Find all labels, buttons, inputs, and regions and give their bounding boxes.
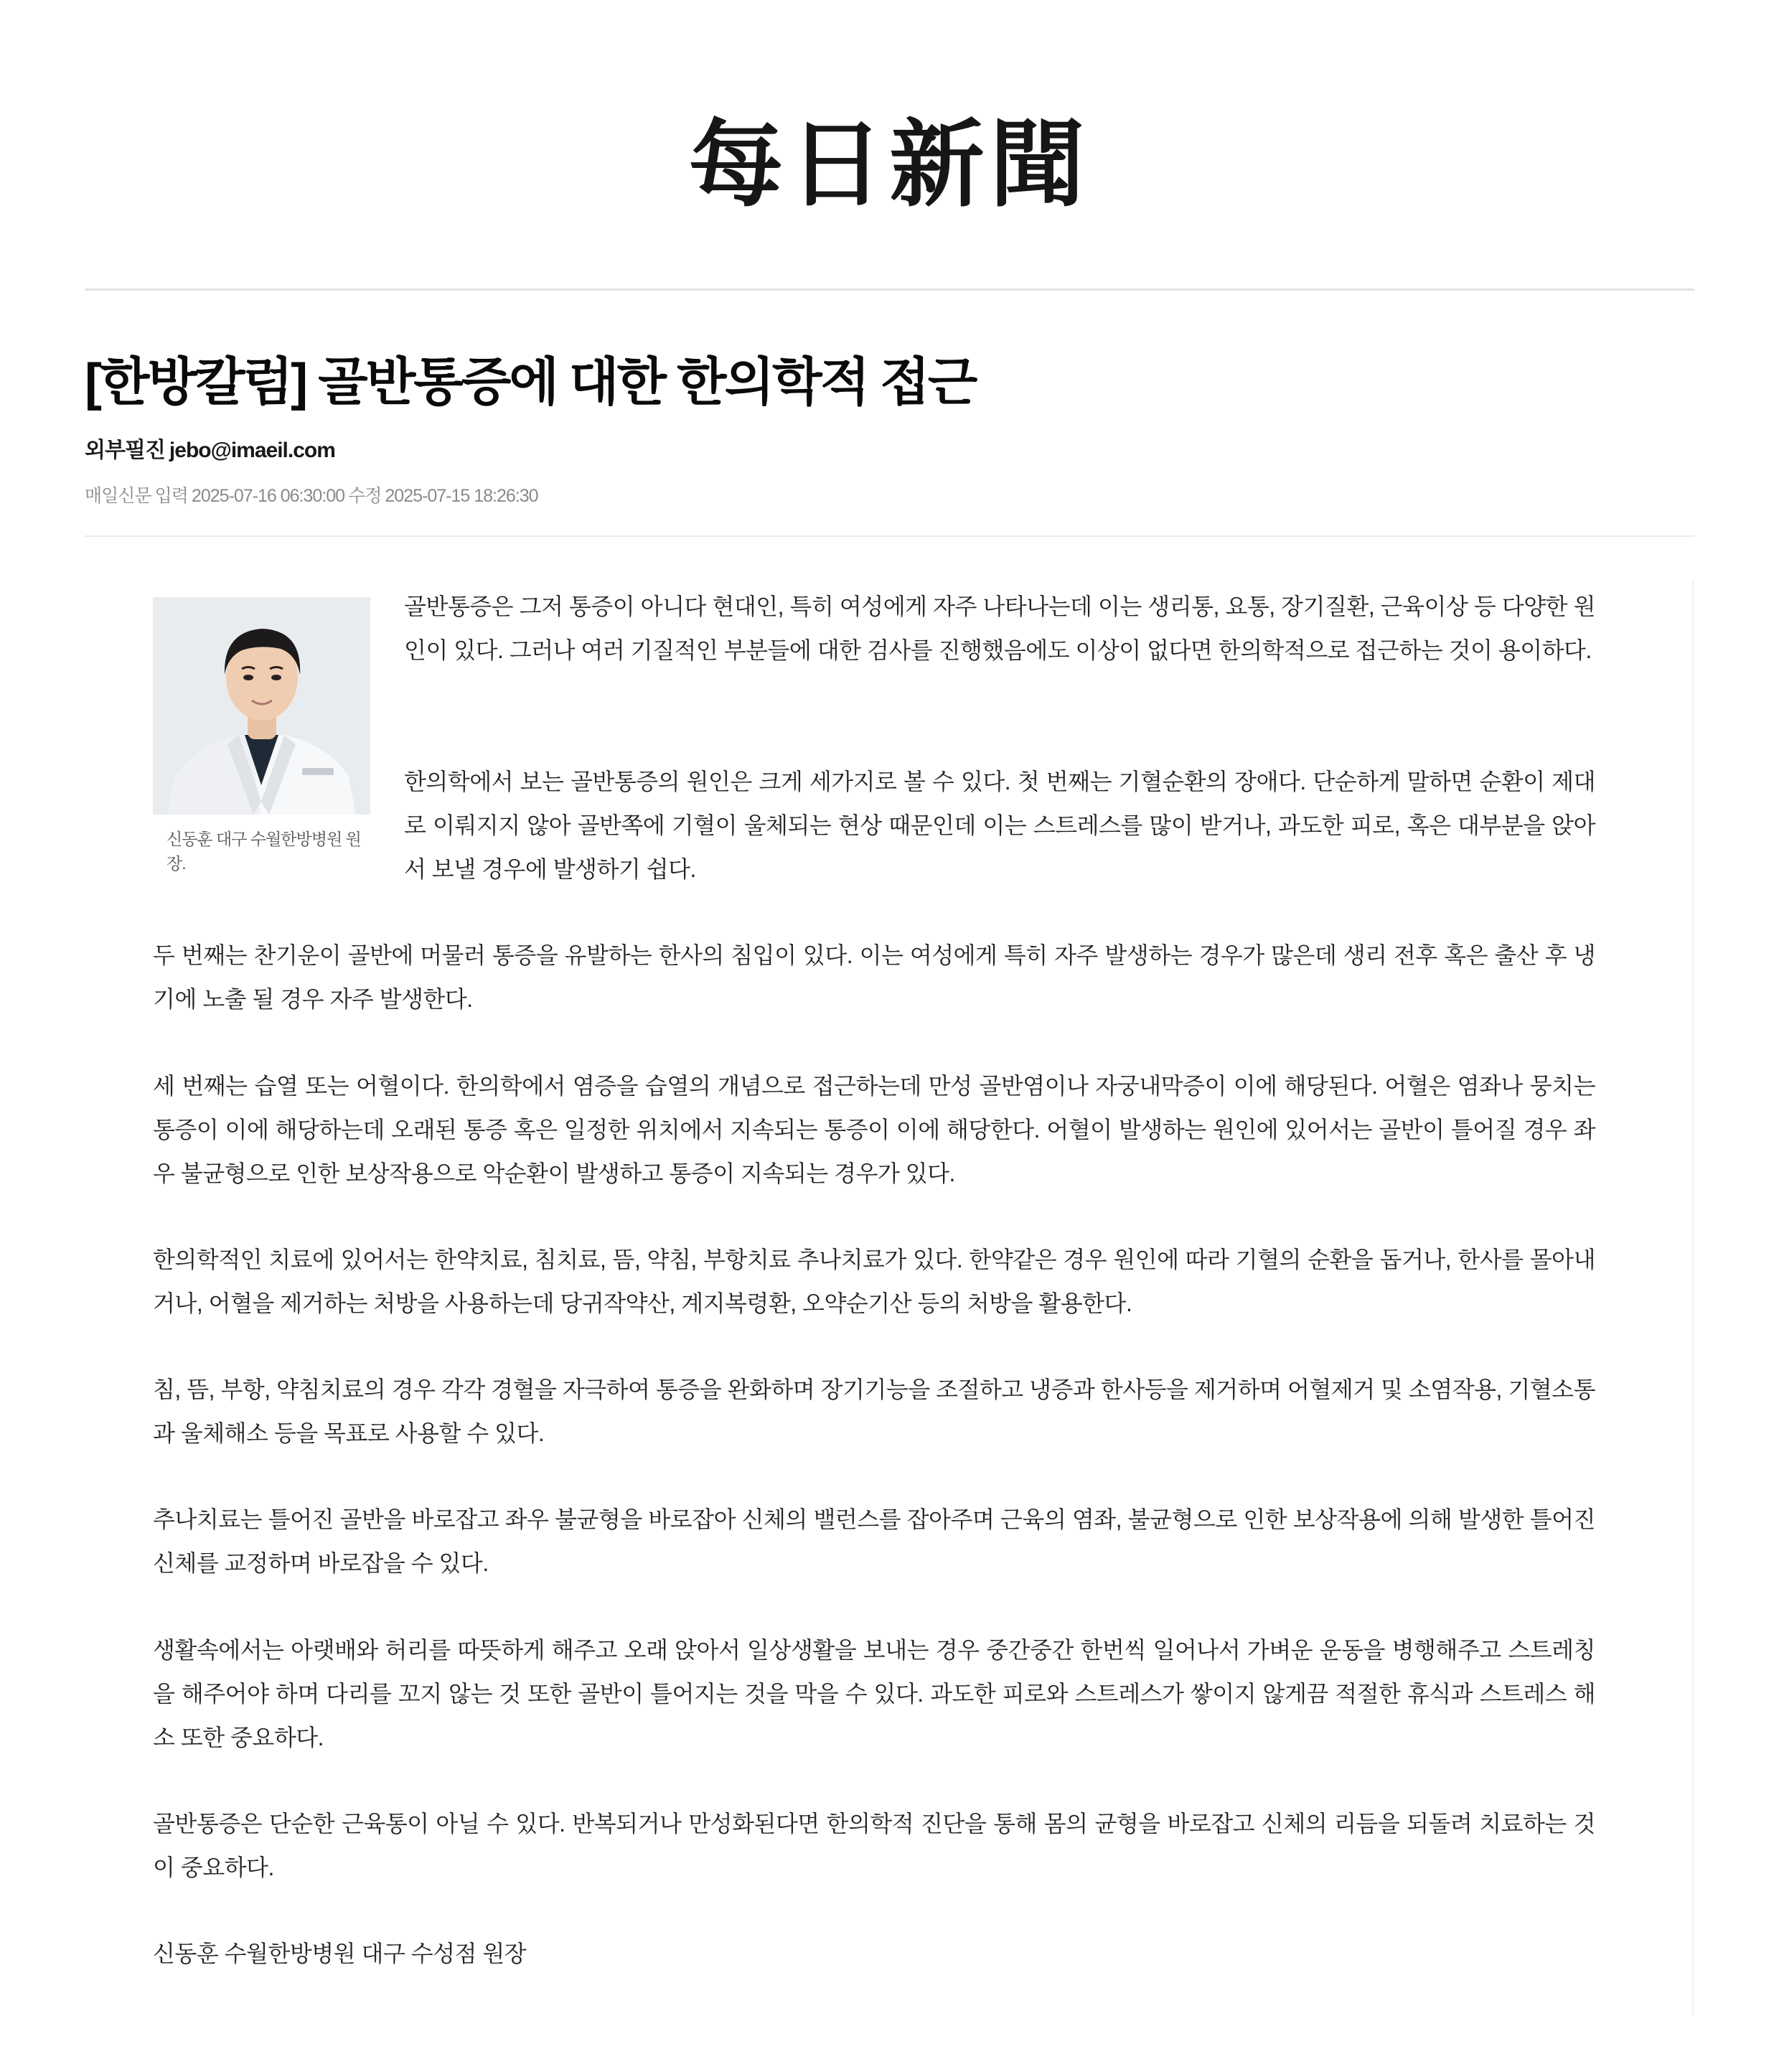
author-signature: 신동훈 수월한방병원 대구 수성점 원장 (153, 1941, 527, 1966)
article-paragraph: 두 번째는 찬기운이 골반에 머물러 통증을 유발하는 한사의 침입이 있다. 이는 여성에게 특히 자주 발생하는 경우가 많은데 생리 전후 혹은 출산 후 냉기에 노출 될 경우 자주 발생한다. (153, 942, 1595, 1012)
meta-modified-label: 수정 (348, 486, 382, 506)
author-photo (153, 597, 370, 815)
meta-modified-time: 2025-07-15 18:26:30 (385, 486, 538, 506)
article-paragraph: 한의학에서 보는 골반통증의 원인은 크게 세가지로 볼 수 있다. 첫 번째는 기혈순환의 장애다. 단순하게 말하면 순환이 제대로 이뤄지지 않아 골반쪽에 기혈이 울체되는 현상 때문인데 이는 스트레스를 많이 받거나, 과도한 피로, 혹은 대부분을 앉아서 보낼 경우에 발생하기 쉽다. (404, 769, 1595, 882)
masthead-container (0, 108, 1779, 222)
article-paragraph: 골반통증은 그저 통증이 아니다 현대인, 특히 여성에게 자주 나타나는데 이는 생리통, 요통, 장기질환, 근육이상 등 다양한 원인이 있다. 그러나 여러 기질적인 부분들에 대한 검사를 진행했음에도 이상이 없다면 한의학적으로 접근하는 것이 용이하다. (404, 594, 1595, 663)
header-divider (85, 289, 1694, 291)
article-paragraph: 골반통증은 단순한 근육통이 아닐 수 있다. 반복되거나 만성화된다면 한의학적 진단을 통해 몸의 균형을 바로잡고 신체의 리듬을 되돌려 치료하는 것이 중요하다. (153, 1811, 1595, 1880)
article-paragraph: 침, 뜸, 부항, 약침치료의 경우 각각 경혈을 자극하여 통증을 완화하며 장기기능을 조절하고 냉증과 한사등을 제거하며 어혈제거 및 소염작용, 기혈소통과 울체해소 등을 목표로 사용할 수 있다. (153, 1377, 1595, 1446)
content-right-border (1692, 580, 1694, 2015)
article-paragraph: 추나치료는 틀어진 골반을 바로잡고 좌우 불균형을 바로잡아 신체의 밸런스를 잡아주며 근육의 염좌, 불균형으로 인한 보상작용에 의해 발생한 틀어진 신체를 교정하며 바로잡을 수 있다. (153, 1506, 1595, 1576)
article-title: [한방칼럼] 골반통증에 대한 한의학적 접근 (85, 354, 976, 411)
byline-author: 외부필진 (85, 439, 165, 462)
meta-published-time: 2025-07-16 06:30:00 (191, 486, 345, 506)
newspaper-logo[interactable]: 每日新聞 (688, 109, 1091, 220)
byline-email[interactable]: jebo@imaeil.com (169, 439, 335, 462)
meta-source: 매일신문 (85, 486, 151, 506)
photo-caption: 신동훈 대구 수월한방병원 원장. (166, 830, 361, 873)
byline (85, 432, 335, 464)
article-paragraph: 세 번째는 습열 또는 어혈이다. 한의학에서 염증을 습열의 개념으로 접근하는데 만성 골반염이나 자궁내막증이 이에 해당된다. 어혈은 염좌나 뭉치는 통증이 이에 해당하는데 오래된 통증 혹은 일정한 위치에서 지속되는 통증이 이에 해당한다. 어혈이 발생하는 원인에 있어서는 골반이 틀어질 경우 좌우 불균형으로 인한 보상작용으로 악순환이 발생하고 통증이 지속되는 경우가 있다. (153, 1073, 1595, 1186)
article-paragraph: 생활속에서는 아랫배와 허리를 따뜻하게 해주고 오래 앉아서 일상생활을 보내는 경우 중간중간 한번씩 일어나서 가벼운 운동을 병행해주고 스트레칭을 해주어야 하며 다리를 꼬지 않는 것 또한 골반이 틀어지는 것을 막을 수 있다. 과도한 피로와 스트레스가 쌓이지 않게끔 적절한 휴식과 스트레스 해소 또한 중요하다. (153, 1637, 1595, 1750)
meta-published-label: 입력 (154, 486, 188, 506)
article-meta (85, 482, 538, 507)
article-paragraph: 한의학적인 치료에 있어서는 한약치료, 침치료, 뜸, 약침, 부항치료 추나치료가 있다. 한약같은 경우 원인에 따라 기혈의 순환을 돕거나, 한사를 몰아내거나, 어혈을 제거하는 처방을 사용하는데 당귀작약산, 계지복령환, 오약순기산 등의 처방을 활용한다. (153, 1247, 1595, 1316)
meta-divider (85, 535, 1694, 537)
